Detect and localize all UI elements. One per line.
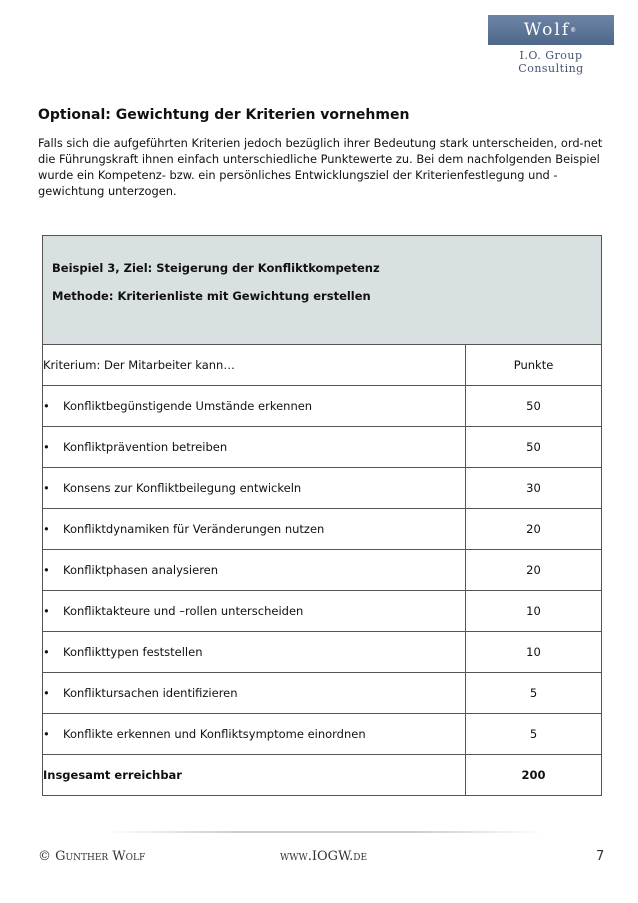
points-column-header: Punkte bbox=[466, 345, 602, 386]
points-cell: 10 bbox=[466, 591, 602, 632]
criterion-cell bbox=[43, 427, 466, 468]
table-row bbox=[43, 673, 602, 714]
criterion-label: Konfliktprävention betreiben bbox=[63, 440, 228, 454]
table-row bbox=[43, 591, 602, 632]
points-cell: 50 bbox=[466, 427, 602, 468]
criterion-column-header: Kriterium: Der Mitarbeiter kann… bbox=[43, 345, 466, 386]
table-row bbox=[43, 550, 602, 591]
example-header-row bbox=[43, 236, 602, 345]
criterion-cell bbox=[43, 632, 466, 673]
footer-copyright: © Gunther Wolf bbox=[38, 849, 146, 864]
bullet-icon: • bbox=[43, 604, 50, 618]
table-row bbox=[43, 468, 602, 509]
criterion-cell bbox=[43, 509, 466, 550]
table-row bbox=[43, 386, 602, 427]
logo-registered-mark: ® bbox=[570, 26, 579, 34]
criterion-cell bbox=[43, 468, 466, 509]
criterion-cell bbox=[43, 386, 466, 427]
criterion-cell bbox=[43, 591, 466, 632]
criterion-label: Konflikte erkennen und Konfliktsymptome einordnen bbox=[63, 727, 366, 741]
logo-subtitle bbox=[488, 49, 614, 75]
criterion-cell bbox=[43, 550, 466, 591]
logo-line-2: Consulting bbox=[518, 62, 584, 75]
table-row bbox=[43, 509, 602, 550]
logo-top-text: Wolf bbox=[523, 20, 571, 40]
example-title: Beispiel 3, Ziel: Steigerung der Konfliktkompetenz bbox=[52, 261, 380, 275]
total-points: 200 bbox=[466, 755, 602, 796]
points-cell: 30 bbox=[466, 468, 602, 509]
points-cell: 20 bbox=[466, 550, 602, 591]
criterion-label: Konflikttypen feststellen bbox=[63, 645, 203, 659]
bullet-icon: • bbox=[43, 440, 50, 454]
bullet-icon: • bbox=[43, 645, 50, 659]
points-cell: 5 bbox=[466, 714, 602, 755]
page-number: 7 bbox=[596, 849, 605, 864]
bullet-icon: • bbox=[43, 686, 50, 700]
footer-divider bbox=[105, 831, 545, 833]
footer-website: www.IOGW.de bbox=[280, 849, 368, 864]
section-heading: Optional: Gewichtung der Kriterien vornehmen bbox=[38, 107, 410, 123]
example-header-cell bbox=[43, 236, 602, 345]
total-row bbox=[43, 755, 602, 796]
points-cell: 10 bbox=[466, 632, 602, 673]
total-label: Insgesamt erreichbar bbox=[43, 755, 466, 796]
bullet-icon: • bbox=[43, 481, 50, 495]
bullet-icon: • bbox=[43, 399, 50, 413]
criterion-label: Konfliktdynamiken für Veränderungen nutzen bbox=[63, 522, 325, 536]
points-cell: 20 bbox=[466, 509, 602, 550]
table-row bbox=[43, 714, 602, 755]
company-logo bbox=[488, 15, 614, 79]
criterion-label: Konfliktursachen identifizieren bbox=[63, 686, 238, 700]
criterion-label: Konsens zur Konfliktbeilegung entwickeln bbox=[63, 481, 302, 495]
table-row bbox=[43, 427, 602, 468]
bullet-icon: • bbox=[43, 522, 50, 536]
bullet-icon: • bbox=[43, 727, 50, 741]
column-header-row bbox=[43, 345, 602, 386]
example-method: Methode: Kriterienliste mit Gewichtung erstellen bbox=[52, 289, 371, 303]
table-row bbox=[43, 632, 602, 673]
intro-paragraph: Falls sich die aufgeführten Kriterien jedoch bezüglich ihrer Bedeutung stark unterscheiden, ord-net die Führungskraft ihnen einfach unterschiedliche Punktewerte zu. Bei dem nachfolgenden Beispiel wurde ein Kompetenz- bzw. ein persönliches Entwicklungsziel der Kriterienfestlegung und -gewichtung unterzogen. bbox=[38, 136, 603, 198]
criterion-label: Konfliktakteure und –rollen unterscheiden bbox=[63, 604, 304, 618]
criterion-cell bbox=[43, 673, 466, 714]
criterion-cell bbox=[43, 714, 466, 755]
logo-line-1: I.O. Group bbox=[519, 49, 583, 62]
criteria-table bbox=[42, 235, 602, 796]
criterion-label: Konfliktbegünstigende Umstände erkennen bbox=[63, 399, 313, 413]
logo-wordmark bbox=[488, 15, 614, 45]
points-cell: 5 bbox=[466, 673, 602, 714]
bullet-icon: • bbox=[43, 563, 50, 577]
criterion-label: Konfliktphasen analysieren bbox=[63, 563, 219, 577]
points-cell: 50 bbox=[466, 386, 602, 427]
